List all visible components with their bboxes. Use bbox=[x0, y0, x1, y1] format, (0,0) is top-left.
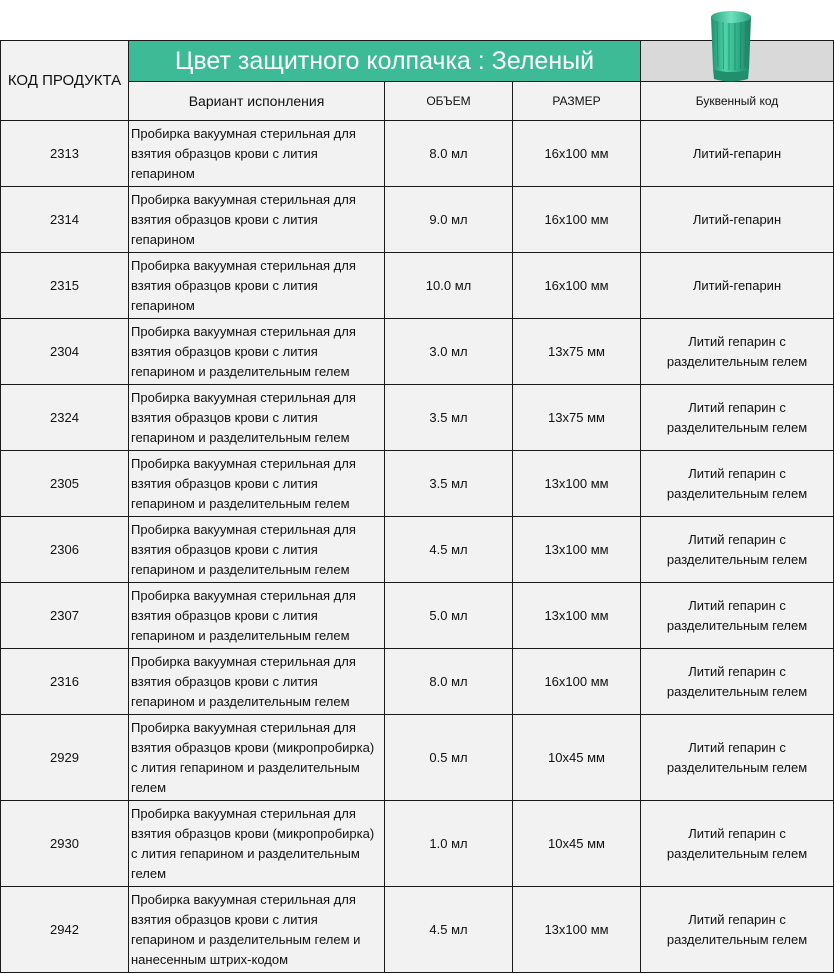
product-letter-code: Литий-гепарин bbox=[641, 121, 834, 187]
product-volume: 9.0 мл bbox=[385, 187, 513, 253]
product-size: 16x100 мм bbox=[513, 121, 641, 187]
product-description: Пробирка вакуумная стерильная для взятия образцов крови с лития гепарином bbox=[129, 253, 385, 319]
product-letter-code: Литий гепарин с разделительным гелем bbox=[641, 385, 834, 451]
product-size: 13x100 мм bbox=[513, 887, 641, 973]
product-size: 13x100 мм bbox=[513, 517, 641, 583]
product-description: Пробирка вакуумная стерильная для взятия образцов крови с лития гепарином и разделительным гелем bbox=[129, 451, 385, 517]
product-size: 13x100 мм bbox=[513, 451, 641, 517]
cap-color-title: Цвет защитного колпачка : Зеленый bbox=[129, 41, 641, 82]
table-row bbox=[1, 517, 834, 583]
product-description: Пробирка вакуумная стерильная для взятия образцов крови (микропробирка) с лития гепарином и разделительным гелем bbox=[129, 801, 385, 887]
product-code: 2942 bbox=[1, 887, 129, 973]
volume-header: ОБЪЕМ bbox=[385, 82, 513, 121]
product-volume: 0.5 мл bbox=[385, 715, 513, 801]
product-description: Пробирка вакуумная стерильная для взятия образцов крови с лития гепарином bbox=[129, 187, 385, 253]
table-row bbox=[1, 121, 834, 187]
product-size: 16x100 мм bbox=[513, 187, 641, 253]
product-description: Пробирка вакуумная стерильная для взятия образцов крови с лития гепарином bbox=[129, 121, 385, 187]
table-row bbox=[1, 887, 834, 973]
product-code: 2929 bbox=[1, 715, 129, 801]
product-description: Пробирка вакуумная стерильная для взятия образцов крови с лития гепарином и разделительным гелем bbox=[129, 385, 385, 451]
product-code: 2307 bbox=[1, 583, 129, 649]
table-row bbox=[1, 583, 834, 649]
product-table bbox=[0, 40, 834, 973]
table-row bbox=[1, 319, 834, 385]
product-letter-code: Литий-гепарин bbox=[641, 187, 834, 253]
product-letter-code: Литий гепарин с разделительным гелем bbox=[641, 319, 834, 385]
table-row bbox=[1, 253, 834, 319]
product-volume: 4.5 мл bbox=[385, 887, 513, 973]
product-size: 10x45 мм bbox=[513, 801, 641, 887]
product-letter-code: Литий гепарин с разделительным гелем bbox=[641, 801, 834, 887]
table-row bbox=[1, 451, 834, 517]
product-volume: 1.0 мл bbox=[385, 801, 513, 887]
product-volume: 4.5 мл bbox=[385, 517, 513, 583]
product-code: 2315 bbox=[1, 253, 129, 319]
product-volume: 8.0 мл bbox=[385, 649, 513, 715]
table-row bbox=[1, 187, 834, 253]
product-description: Пробирка вакуумная стерильная для взятия образцов крови с лития гепарином и разделительным гелем bbox=[129, 517, 385, 583]
product-letter-code: Литий гепарин с разделительным гелем bbox=[641, 715, 834, 801]
product-code: 2313 bbox=[1, 121, 129, 187]
product-description: Пробирка вакуумная стерильная для взятия образцов крови с лития гепарином и разделительным гелем bbox=[129, 649, 385, 715]
product-code-header: КОД ПРОДУКТА bbox=[1, 41, 129, 121]
green-tube-cap-icon bbox=[695, 3, 767, 83]
product-letter-code: Литий гепарин с разделительным гелем bbox=[641, 517, 834, 583]
product-size: 16x100 мм bbox=[513, 649, 641, 715]
product-letter-code: Литий гепарин с разделительным гелем bbox=[641, 649, 834, 715]
product-letter-code: Литий-гепарин bbox=[641, 253, 834, 319]
product-volume: 8.0 мл bbox=[385, 121, 513, 187]
product-size: 13x75 мм bbox=[513, 319, 641, 385]
table-row bbox=[1, 715, 834, 801]
variant-header: Вариант испонления bbox=[129, 82, 385, 121]
product-volume: 3.5 мл bbox=[385, 451, 513, 517]
product-code: 2304 bbox=[1, 319, 129, 385]
product-volume: 3.0 мл bbox=[385, 319, 513, 385]
product-code: 2305 bbox=[1, 451, 129, 517]
product-letter-code: Литий гепарин с разделительным гелем bbox=[641, 887, 834, 973]
product-description: Пробирка вакуумная стерильная для взятия образцов крови с лития гепарином и разделительным гелем и нанесенным штрих-кодом bbox=[129, 887, 385, 973]
product-description: Пробирка вакуумная стерильная для взятия образцов крови с лития гепарином и разделительным гелем bbox=[129, 319, 385, 385]
product-code: 2316 bbox=[1, 649, 129, 715]
product-letter-code: Литий гепарин с разделительным гелем bbox=[641, 583, 834, 649]
product-size: 13x75 мм bbox=[513, 385, 641, 451]
size-header: РАЗМЕР bbox=[513, 82, 641, 121]
product-code: 2324 bbox=[1, 385, 129, 451]
product-volume: 3.5 мл bbox=[385, 385, 513, 451]
product-code: 2930 bbox=[1, 801, 129, 887]
product-size: 10x45 мм bbox=[513, 715, 641, 801]
letter-code-header: Буквенный код bbox=[641, 82, 834, 121]
table-row bbox=[1, 385, 834, 451]
product-description: Пробирка вакуумная стерильная для взятия образцов крови (микропробирка) с лития гепарином и разделительным гелем bbox=[129, 715, 385, 801]
product-volume: 5.0 мл bbox=[385, 583, 513, 649]
product-description: Пробирка вакуумная стерильная для взятия образцов крови с лития гепарином и разделительным гелем bbox=[129, 583, 385, 649]
product-size: 16x100 мм bbox=[513, 253, 641, 319]
product-code: 2306 bbox=[1, 517, 129, 583]
product-size: 13x100 мм bbox=[513, 583, 641, 649]
product-letter-code: Литий гепарин с разделительным гелем bbox=[641, 451, 834, 517]
cap-image-cell bbox=[641, 41, 834, 82]
table-row bbox=[1, 649, 834, 715]
product-volume: 10.0 мл bbox=[385, 253, 513, 319]
table-row bbox=[1, 801, 834, 887]
product-code: 2314 bbox=[1, 187, 129, 253]
